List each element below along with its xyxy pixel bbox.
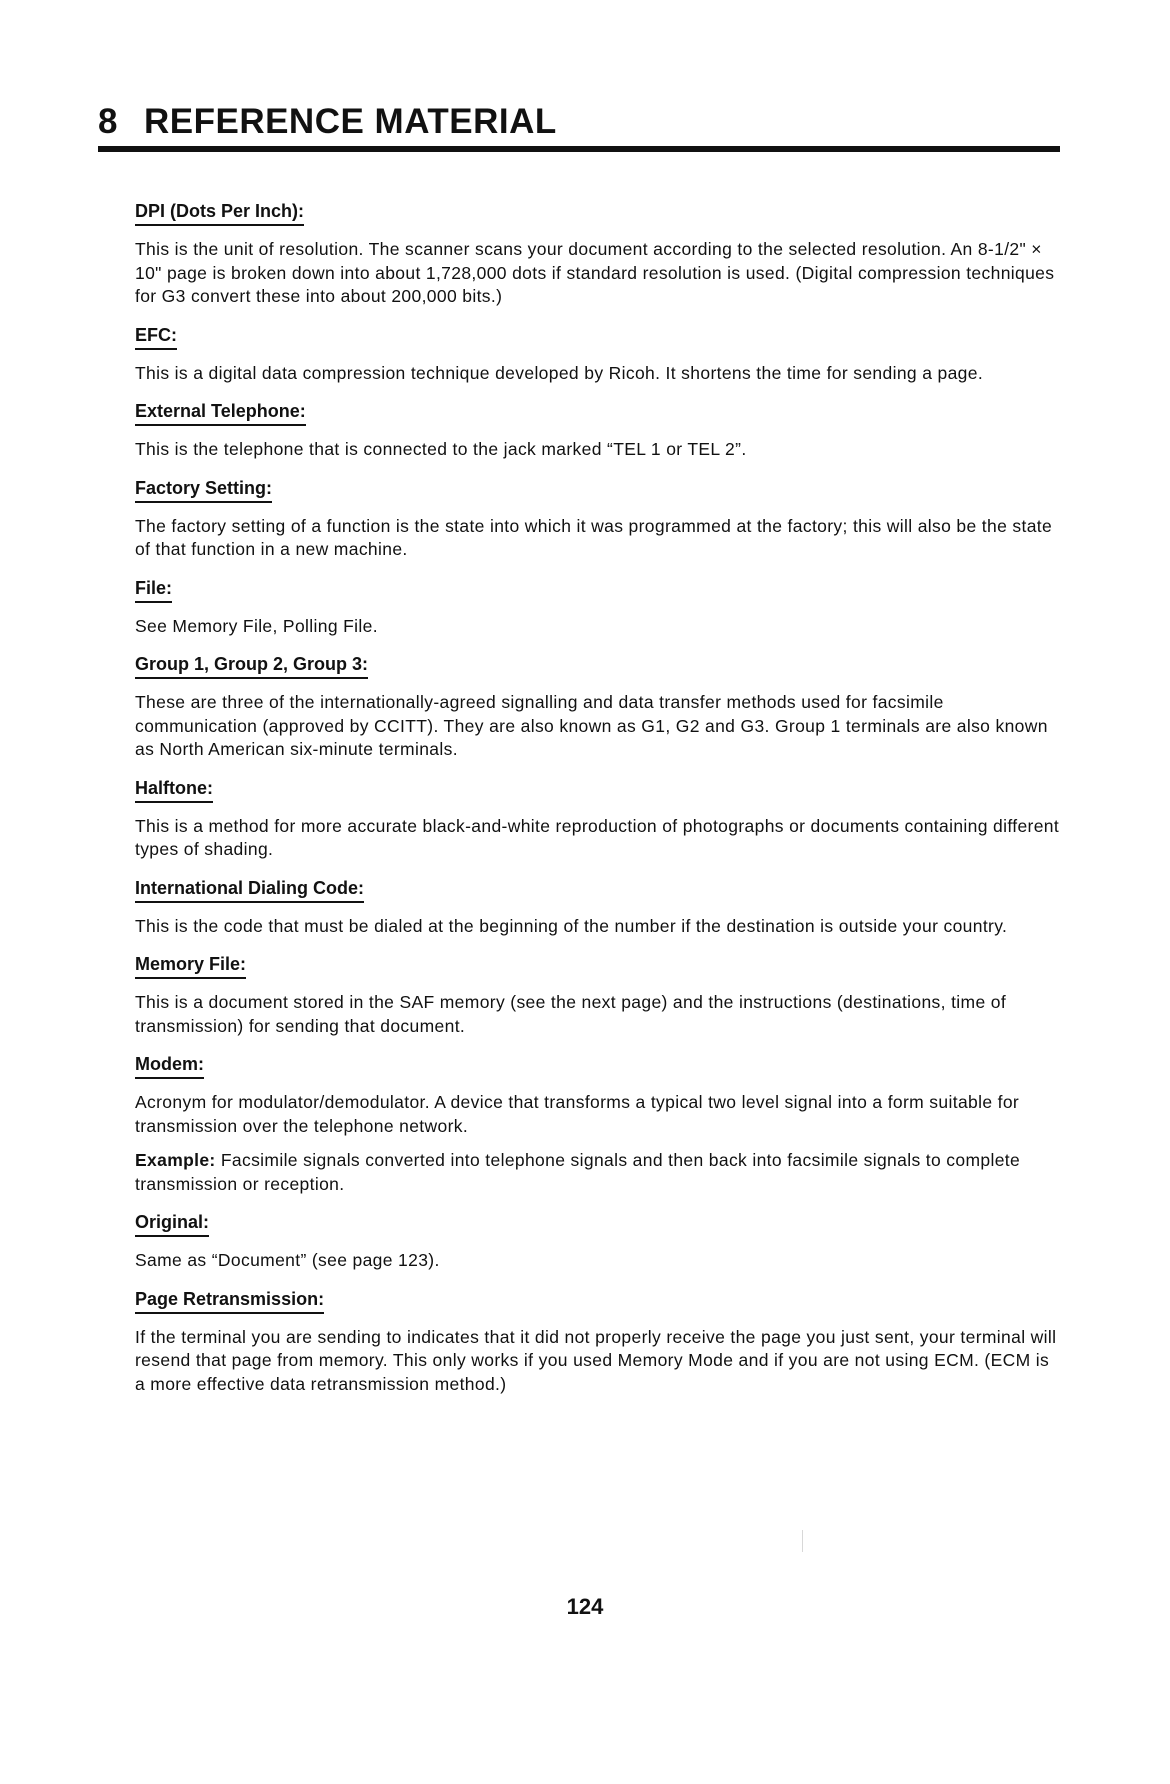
term-title: Page Retransmission: <box>135 1288 324 1314</box>
page-number: 124 <box>566 1594 604 1619</box>
term-example <box>135 1149 1061 1196</box>
term-definition: These are three of the internationally-agreed signalling and data transfer methods used for facsimile communication (approved by CCITT). They are also known as G1, G2 and G3. Group 1 terminals are also known as North American six-minute terminals. <box>135 692 1048 759</box>
heading-rule <box>98 146 1060 152</box>
term-definition: This is the telephone that is connected to the jack marked “TEL 1 or TEL 2”. <box>135 439 747 459</box>
term-title: Halftone: <box>135 777 213 803</box>
glossary-entry-dpi <box>135 200 1061 309</box>
term-title: External Telephone: <box>135 400 306 426</box>
term-definition: Acronym for modulator/demodulator. A device that transforms a typical two level signal into a form suitable for transmission over the telephone network. <box>135 1092 1020 1136</box>
chapter-number: 8 <box>98 102 118 141</box>
term-title: Modem: <box>135 1053 204 1079</box>
term-definition: This is the unit of resolution. The scanner scans your document according to the selected resolution. An 8-1/2" × 10" page is broken down into about 1,728,000 dots if standard resolution is used. (Digital compression techniques for G3 convert these into about 200,000 bits.) <box>135 239 1055 306</box>
term-title: DPI (Dots Per Inch): <box>135 200 304 226</box>
glossary-entry-factory-setting <box>135 477 1061 562</box>
term-definition: This is the code that must be dialed at the beginning of the number if the destination is outside your country. <box>135 915 1008 936</box>
glossary-entry-memory-file <box>135 953 1061 1038</box>
glossary-entry-efc <box>135 324 1061 386</box>
term-definition: See Memory File, Polling File. <box>135 615 378 636</box>
term-title: International Dialing Code: <box>135 877 364 903</box>
example-label: Example: <box>135 1150 216 1170</box>
glossary-entry-page-retransmission <box>135 1288 1061 1397</box>
term-definition: If the terminal you are sending to indicates that it did not properly receive the page you just sent, your terminal will resend that page from memory. This only works if you used Memory Mode and if you are not using ECM. (ECM is a more effective data retransmission method.) <box>135 1326 1057 1394</box>
glossary-entry-group <box>135 653 1061 762</box>
term-title: Original: <box>135 1211 209 1237</box>
glossary-entry-file <box>135 577 1061 639</box>
glossary-entry-external-telephone <box>135 400 1061 462</box>
term-definition: Same as “Document” (see page 123). <box>135 1250 440 1270</box>
term-title: Memory File: <box>135 953 246 979</box>
glossary-entry-halftone <box>135 777 1061 862</box>
term-definition: This is a document stored in the SAF memory (see the next page) and the instructions (destinations, time of transmission) for sending that document. <box>135 992 1007 1036</box>
chapter-title: REFERENCE MATERIAL <box>143 102 557 141</box>
glossary-entry-original <box>135 1211 1061 1273</box>
glossary-entry-international-dialing-code <box>135 877 1061 939</box>
glossary-entry-modem <box>135 1053 1061 1196</box>
term-definition: The factory setting of a function is the state into which it was programmed at the factory; this will also be the state of that function in a new machine. <box>135 515 1053 559</box>
chapter-heading <box>98 100 557 144</box>
term-definition: This is a digital data compression technique developed by Ricoh. It shortens the time for sending a page. <box>135 362 984 383</box>
glossary-list <box>135 200 1061 1411</box>
term-title: File: <box>135 577 172 603</box>
example-text: Facsimile signals converted into telephone signals and then back into facsimile signals to complete transmission or reception. <box>135 1150 1021 1194</box>
term-definition: This is a method for more accurate black-and-white reproduction of photographs or documents containing different types of shading. <box>135 815 1060 859</box>
term-title: Group 1, Group 2, Group 3: <box>135 653 368 679</box>
term-title: Factory Setting: <box>135 477 272 503</box>
scan-speck <box>802 1530 803 1552</box>
term-title: EFC: <box>135 324 177 350</box>
